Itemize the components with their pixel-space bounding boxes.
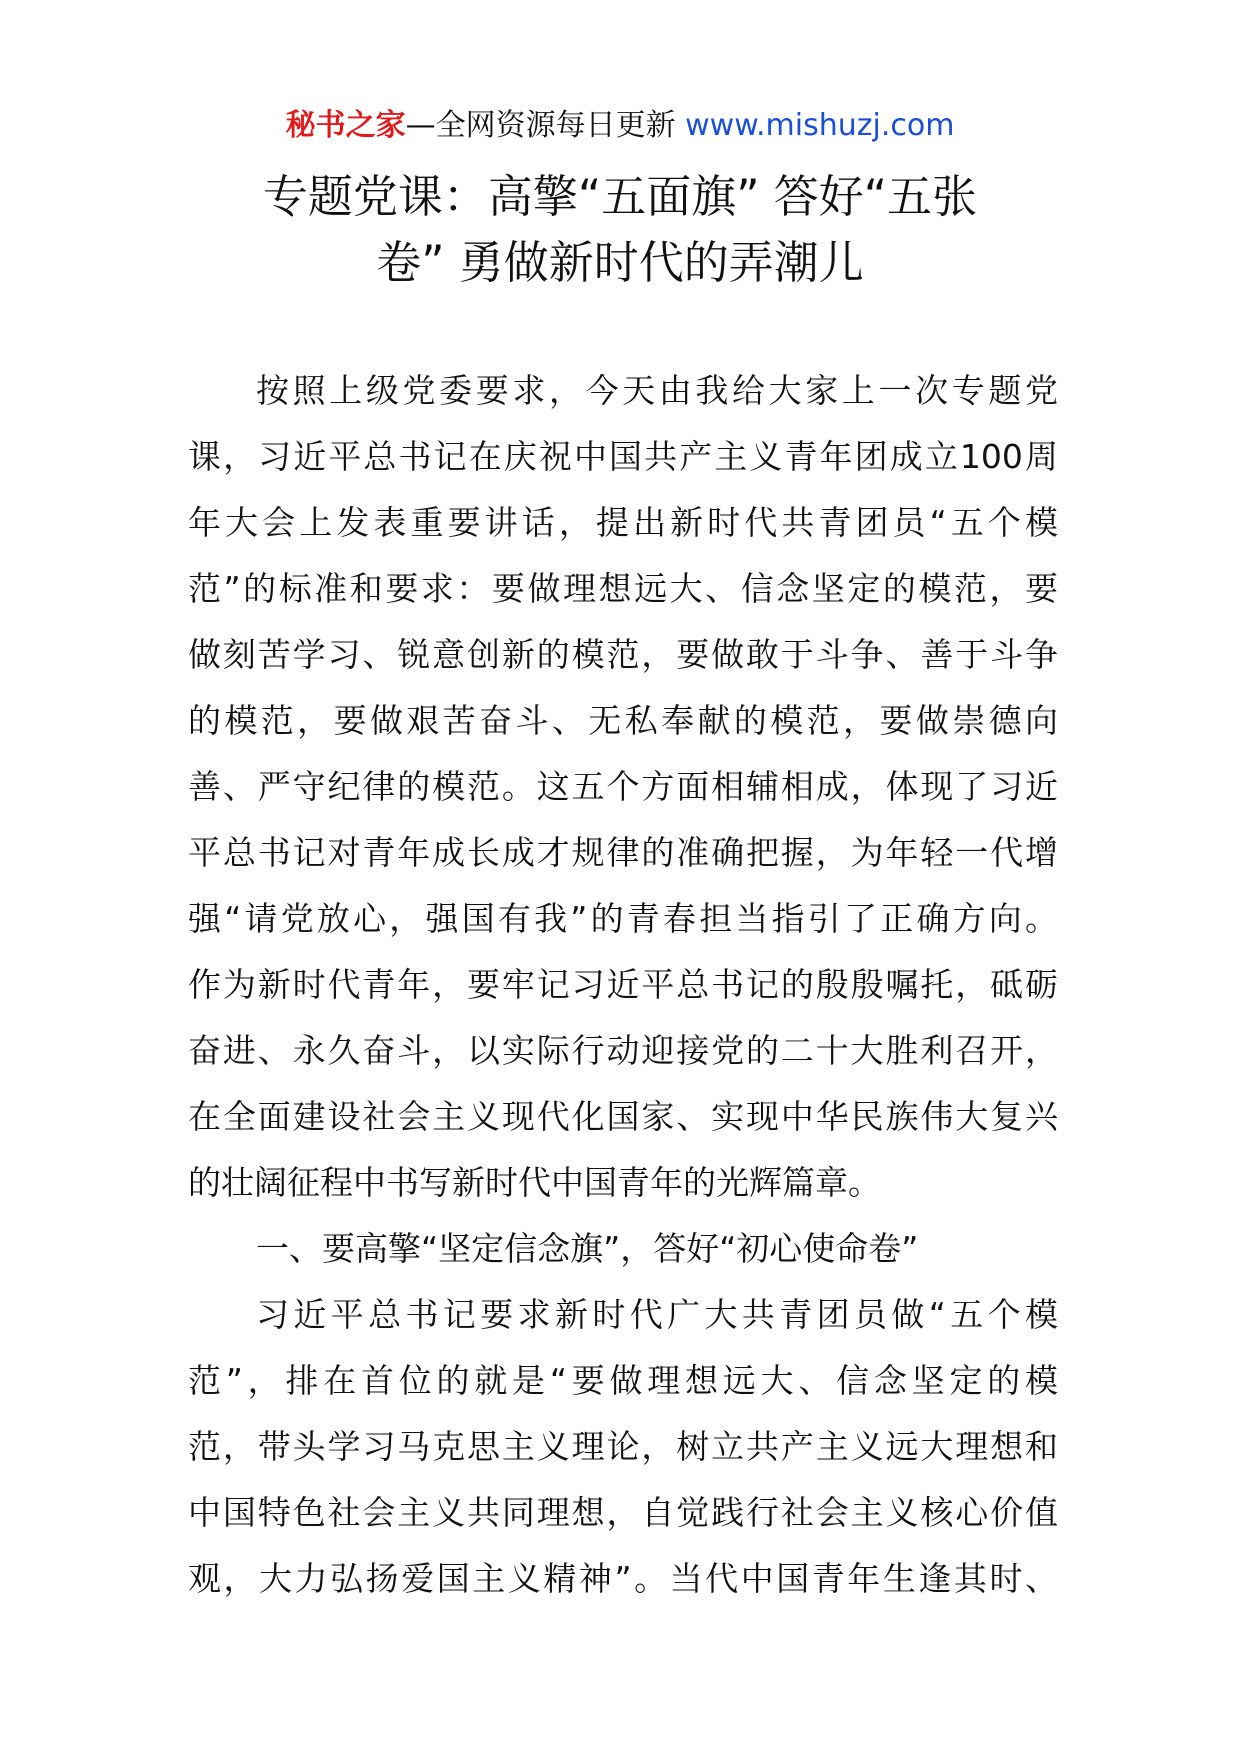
- header-tagline: —全网资源每日更新: [405, 108, 686, 143]
- document-body: [188, 358, 1058, 1612]
- document-title: [200, 164, 1040, 296]
- site-url[interactable]: www.mishuzj.com: [685, 108, 955, 143]
- body-line: 做刻苦学习、锐意创新的模范，要做敢于斗争、善于斗争: [188, 635, 1058, 674]
- brand-name: 秘书之家: [285, 108, 406, 143]
- body-line: 中国特色社会主义共同理想，自觉践行社会主义核心价值: [188, 1493, 1058, 1532]
- body-line: 平总书记对青年成长成才规律的准确把握，为年轻一代增: [188, 833, 1058, 872]
- body-line: 年大会上发表重要讲话，提出新时代共青团员“五个模: [188, 503, 1058, 542]
- body-line: 作为新时代青年，要牢记习近平总书记的殷殷嘱托，砥砺: [188, 965, 1058, 1004]
- body-line: 课，习近平总书记在庆祝中国共产主义青年团成立100周: [188, 437, 1058, 476]
- body-line: 习近平总书记要求新时代广大共青团员做“五个模: [256, 1295, 1058, 1334]
- body-line: 奋进、永久奋斗，以实际行动迎接党的二十大胜利召开，: [188, 1031, 1058, 1070]
- body-line: 观，大力弘扬爱国主义精神”。当代中国青年生逢其时、: [188, 1559, 1058, 1598]
- body-line: 在全面建设社会主义现代化国家、实现中华民族伟大复兴: [188, 1097, 1058, 1136]
- body-line: 范，带头学习马克思主义理论，树立共产主义远大理想和: [188, 1427, 1058, 1466]
- title-line-1: 专题党课：高擎“五面旗” 答好“五张: [262, 170, 978, 223]
- body-line: 的壮阔征程中书写新时代中国青年的光辉篇章。: [188, 1163, 881, 1202]
- body-line: 善、严守纪律的模范。这五个方面相辅相成，体现了习近: [188, 767, 1058, 806]
- site-header: [0, 104, 1240, 148]
- body-line: 按照上级党委要求，今天由我给大家上一次专题党: [256, 371, 1058, 410]
- title-line-2: 卷” 勇做新时代的弄潮儿: [376, 236, 864, 289]
- body-line: 的模范，要做艰苦奋斗、无私奉献的模范，要做崇德向: [188, 701, 1058, 740]
- section-heading: 一、要高擎“坚定信念旗”，答好“初心使命卷”: [256, 1229, 919, 1268]
- body-line: 范”的标准和要求：要做理想远大、信念坚定的模范，要: [188, 569, 1058, 608]
- body-line: 强“请党放心，强国有我”的青春担当指引了正确方向。: [188, 899, 1058, 938]
- body-line: 范”，排在首位的就是“要做理想远大、信念坚定的模: [188, 1361, 1058, 1400]
